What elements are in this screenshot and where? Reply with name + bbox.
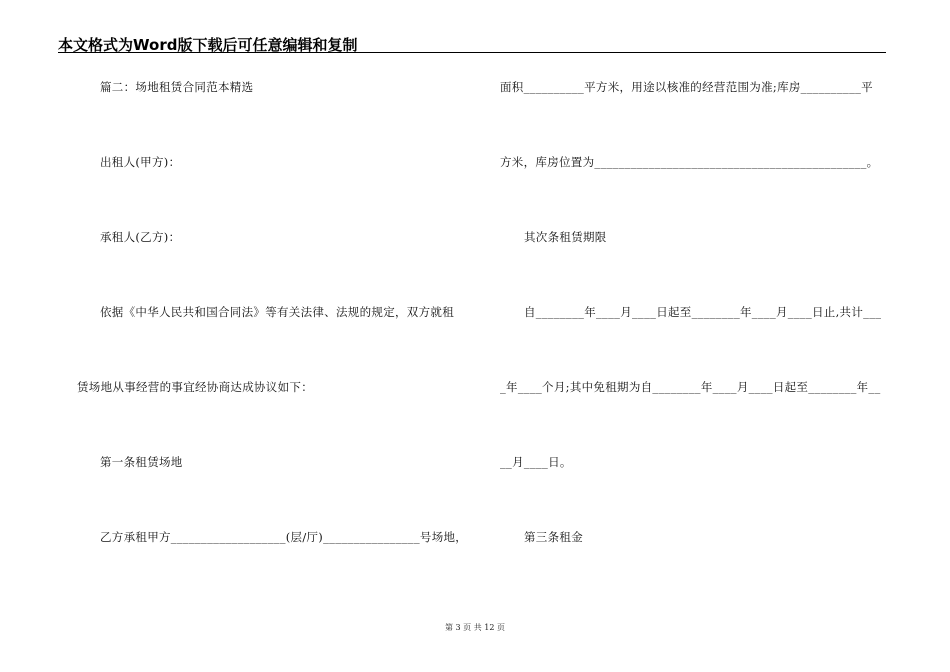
document-header-title: 本文格式为Word版下载后可任意编辑和复制 bbox=[58, 36, 358, 54]
header-divider bbox=[58, 52, 886, 53]
intro-paragraph-line1: 依据《中华人民共和国合同法》等有关法律、法规的规定，双方就租 bbox=[100, 305, 454, 319]
article3-title: 第三条租金 bbox=[524, 530, 583, 544]
article2-title: 其次条租赁期限 bbox=[524, 230, 607, 244]
area-line: 面积__________平方米，用途以核准的经营范围为准;库房__________平 bbox=[500, 80, 873, 94]
lease-period-line1: 自________年____月____日起至________年____月____日止,共计___ bbox=[524, 305, 882, 319]
lessor-label: 出租人(甲方)： bbox=[100, 155, 181, 169]
lease-period-line3: __月____日。 bbox=[500, 455, 572, 469]
section-heading: 篇二：场地租赁合同范本精选 bbox=[100, 80, 254, 94]
article1-title: 第一条租赁场地 bbox=[100, 455, 183, 469]
intro-paragraph-line2: 赁场地从事经营的事宜经协商达成协议如下： bbox=[77, 380, 313, 394]
lease-period-line2: _年____个月;其中免租期为自________年____月____日起至________年__ bbox=[500, 380, 881, 394]
page-number-footer: 第 3 页 共 12 页 bbox=[445, 623, 505, 632]
article1-text-line1: 乙方承租甲方___________________(层/厅)________________号场地， bbox=[100, 530, 468, 544]
storage-location-line: 方米，库房位置为_____________________________________________。 bbox=[500, 155, 879, 169]
lessee-label: 承租人(乙方)： bbox=[100, 230, 181, 244]
